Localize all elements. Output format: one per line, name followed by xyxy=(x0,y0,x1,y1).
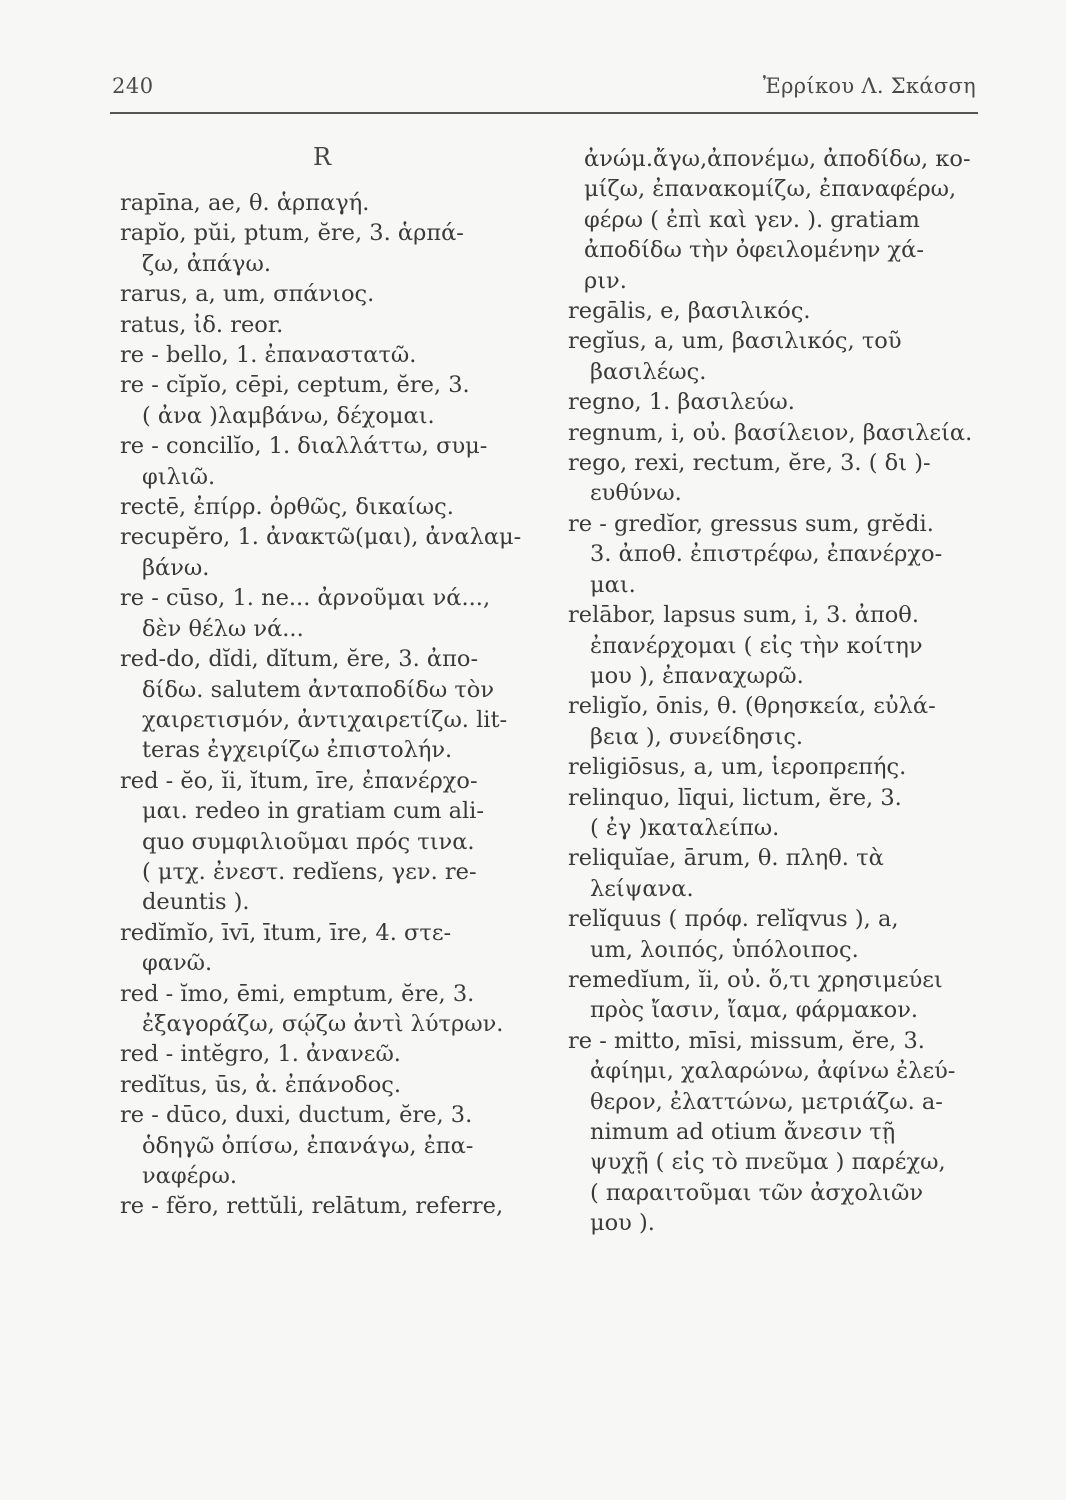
dictionary-entry: re - concilĭo, 1. διαλλάττω, συμ- φιλιῶ. xyxy=(120,433,488,490)
dictionary-entry: regno, 1. βασιλεύω. xyxy=(568,389,795,416)
dictionary-entry: red - ĭmo, ēmi, emptum, ĕre, 3. ἐξαγοράζω, σῴζω ἀντὶ λύτρων. xyxy=(120,980,504,1037)
dictionary-entry: re - cūso, 1. ne... ἀρνοῦμαι νά..., δὲν θέλω νά... xyxy=(120,585,491,642)
dictionary-entry: red - ĕo, ĭi, ĭtum, īre, ἐπανέρχο- μαι. redeo in gratiam cum ali- quo συμφιλιοῦμαι πρός τινα. ( μτχ. ἐνεστ. redĭens, γεν. re- deuntis ). xyxy=(120,767,484,916)
dictionary-entry: remedĭum, ĭi, οὐ. ὅ,τι χρησιμεύει πρὸς ἴασιν, ἴαμα, φάρμακον. xyxy=(568,966,943,1024)
right-column xyxy=(568,144,988,1239)
dictionary-entry: ratus, ἰδ. reor. xyxy=(120,311,284,338)
dictionary-entry: re - bello, 1. ἐπαναστατῶ. xyxy=(120,342,417,369)
left-column xyxy=(120,188,545,1222)
page-number: 240 xyxy=(112,74,154,98)
dictionary-entry: regālis, e, βασιλικός. xyxy=(568,298,811,325)
dictionary-entry: red-do, dĭdi, dĭtum, ĕre, 3. ἀπο- δίδω. salutem ἀνταποδίδω τὸν χαιρετισμόν, ἀντιχαιρετίζω. lit- teras ἐγχειρίζω ἐπιστολήν. xyxy=(120,646,508,764)
dictionary-entry: rapīna, ae, θ. ἁρπαγή. xyxy=(120,190,370,216)
dictionary-entry: regĭus, a, um, βασιλικός, τοῦ βασιλέως. xyxy=(568,328,902,385)
dictionary-entry: re - mitto, mīsi, missum, ĕre, 3. ἀφίημι, χαλαρώνω, ἀφίνω ἐλεύ- θερον, ἐλαττώνω, μετριάζω. a- nimum ad otium ἄνεσιν τῇ ψυχῇ ( εἰς τὸ πνεῦμα ) παρέχω, ( παραιτοῦμαι τῶν ἀσχολιῶν μου ). xyxy=(568,1027,956,1237)
dictionary-entry: redĭtus, ūs, ἀ. ἐπάνοδος. xyxy=(120,1071,402,1098)
dictionary-entry: ἀνώμ.ἄγω,ἀπονέμω, ἀποδίδω, κο- μίζω, ἐπανακομίζω, ἐπαναφέρω, φέρω ( ἐπὶ καὶ γεν. ). gratiam ἀποδίδω τὴν ὀφειλομένην χά- ριν. xyxy=(584,146,971,294)
dictionary-entry: recupĕro, 1. ἀνακτῶ(μαι), ἀναλαμ- βάνω. xyxy=(120,524,522,581)
dictionary-entry: relinquo, līqui, lictum, ĕre, 3. ( ἐγ )καταλείπω. xyxy=(568,784,902,841)
dictionary-entry: rego, rexi, rectum, ĕre, 3. ( δι )- ευθύνω. xyxy=(568,450,931,507)
dictionary-entry: relābor, lapsus sum, i, 3. ἀποθ. ἐπανέρχομαι ( εἰς τὴν κοίτην μου ), ἐπαναχωρῶ. xyxy=(568,602,923,689)
dictionary-entry: relĭquus ( πρόφ. relĭqvus ), a, um, λοιπός, ὑπόλοιπος. xyxy=(568,906,899,963)
dictionary-entry: religĭo, ōnis, θ. (θρησκεία, εὐλά- βεια ), συνείδησις. xyxy=(568,693,936,750)
dictionary-entry: rapĭo, pŭi, ptum, ĕre, 3. ἁρπά- ζω, ἀπάγω. xyxy=(120,220,464,277)
dictionary-entry: rarus, a, um, σπάνιος. xyxy=(120,281,375,308)
section-letter: R xyxy=(313,143,332,171)
header-rule xyxy=(110,112,978,114)
dictionary-entry: red - intĕgro, 1. ἀνανεῶ. xyxy=(120,1041,401,1068)
dictionary-entry: rectē, ἐπίρρ. ὀρθῶς, δικαίως. xyxy=(120,494,454,521)
page-header xyxy=(112,74,976,108)
dictionary-entry: re - dūco, duxi, ductum, ĕre, 3. ὁδηγῶ ὀπίσω, ἐπανάγω, ἐπα- ναφέρω. xyxy=(120,1102,474,1189)
dictionary-entry: redĭmĭo, īvī, ītum, īre, 4. στε- φανῶ. xyxy=(120,919,452,977)
dictionary-entry: regnum, i, οὐ. βασίλειον, βασιλεία. xyxy=(568,419,973,446)
dictionary-entry: religiōsus, a, um, ἱεροπρεπής. xyxy=(568,754,907,781)
dictionary-entry: re - cĭpĭo, cēpi, ceptum, ĕre, 3. ( ἀνα )λαμβάνω, δέχομαι. xyxy=(120,372,470,429)
running-head: Ἐρρίκου Λ. Σκάσση xyxy=(762,74,976,98)
dictionary-entry: reliquĭae, ārum, θ. πληθ. τὰ λείψανα. xyxy=(568,845,884,902)
dictionary-entry: re - gredĭor, gressus sum, grĕdi. 3. ἀποθ. ἐπιστρέφω, ἐπανέρχο- μαι. xyxy=(568,510,943,598)
dictionary-entry: re - fĕro, rettŭli, relātum, referre, xyxy=(120,1193,504,1220)
